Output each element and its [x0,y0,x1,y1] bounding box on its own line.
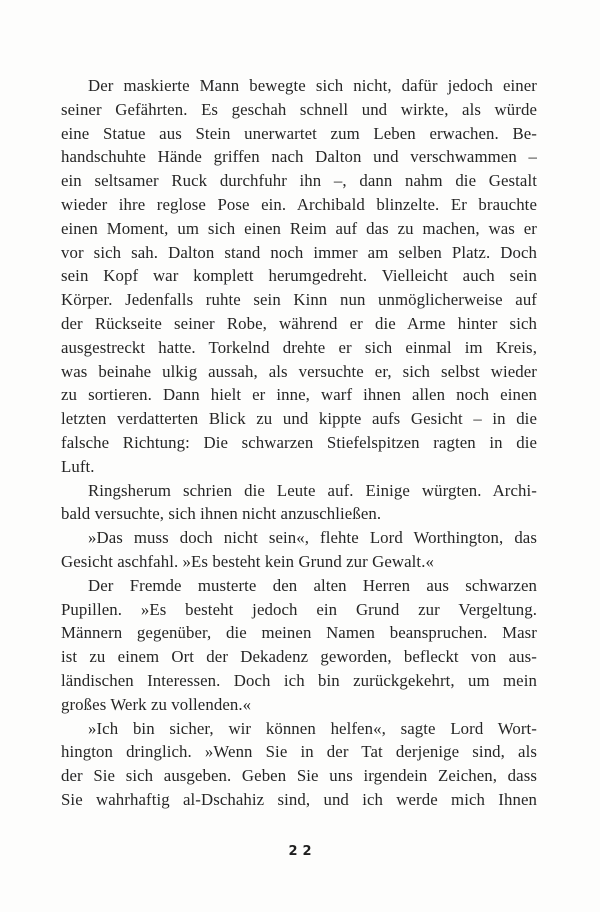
paragraph [61,526,537,574]
text-line: Pupillen. »Es besteht jedoch ein Grund zur Vergeltung. [61,599,537,619]
text-line: handschuhte Hände griffen nach Dalton und verschwammen – [61,147,537,167]
text-line: was beinahe ulkig aussah, als versuchte er, sich selbst wieder [61,361,537,381]
text-line: »Das muss doch nicht sein«, flehte Lord Worthington, das [88,528,537,548]
text-line: letzten verdatterten Blick zu und kippte aufs Gesicht – in die [61,409,537,429]
text-line: Sie wahrhaftig al-Dschahiz sind, und ich werde mich Ihnen [61,789,537,809]
text-line: vor sich sah. Dalton stand noch immer am selben Platz. Doch [61,242,537,262]
text-line: zu sortieren. Dann hielt er inne, warf ihnen allen noch einen [61,385,537,405]
text-line: ist zu einem Ort der Dekadenz geworden, befleckt von aus- [61,647,537,667]
text-line: Luft. [61,456,95,476]
text-line: eine Statue aus Stein unerwartet zum Leben erwachen. Be- [61,123,537,143]
text-line: einen Moment, um sich einen Reim auf das zu machen, was er [61,218,537,238]
text-line: Ringsherum schrien die Leute auf. Einige würgten. Archi- [88,480,537,500]
text-line: der Rückseite seiner Robe, während er die Arme hinter sich [61,313,537,333]
text-line: bald versuchte, sich ihnen nicht anzuschließen. [61,504,382,524]
text-line: sein Kopf war komplett herumgedreht. Vielleicht auch sein [61,266,537,286]
text-line: Der maskierte Mann bewegte sich nicht, dafür jedoch einer [88,76,537,95]
text-line: wieder ihre reglose Pose ein. Archibald blinzelte. Er brauchte [61,194,537,214]
paragraph [61,717,537,812]
text-line: ein seltsamer Ruck durchfuhr ihn –, dann nahm die Gestalt [61,171,537,191]
text-line: ausgestreckt hatte. Torkelnd drehte er sich einmal im Kreis, [61,337,537,357]
text-line: Der Fremde musterte den alten Herren aus schwarzen [88,575,537,595]
text-line: »Ich bin sicher, wir können helfen«, sagte Lord Wort- [88,718,537,738]
page-text [61,74,537,812]
page-number: 22 [288,844,317,859]
text-line: Körper. Jedenfalls ruhte sein Kinn nun unmöglicherweise auf [61,290,537,310]
text-line: der Sie sich ausgeben. Geben Sie uns irgendein Zeichen, dass [61,766,537,786]
text-line: Männern gegenüber, die meinen Namen beanspruchen. Masr [61,623,537,643]
paragraph [61,74,537,479]
text-line: seiner Gefährten. Es geschah schnell und wirkte, als würde [61,99,537,119]
paragraph [61,574,537,717]
text-line: falsche Richtung: Die schwarzen Stiefelspitzen ragten in die [61,432,537,452]
text-line: großes Werk zu vollenden.« [61,694,252,714]
text-line: ländischen Interessen. Doch ich bin zurückgekehrt, um mein [61,670,537,690]
text-line: hington dringlich. »Wenn Sie in der Tat derjenige sind, als [61,742,537,762]
text-line: Gesicht aschfahl. »Es besteht kein Grund zur Gewalt.« [61,551,434,571]
paragraph [61,479,537,527]
